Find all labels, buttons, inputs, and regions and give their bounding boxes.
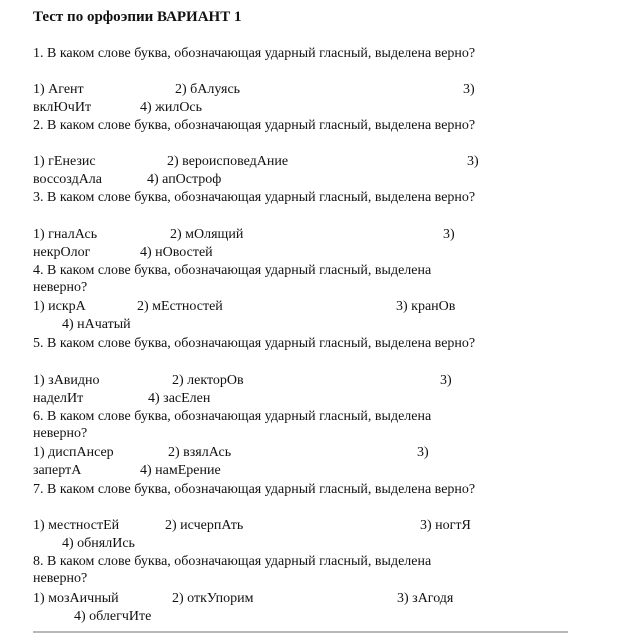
option-3: 3) (417, 445, 429, 460)
option-2: 2) бАлуясь (175, 82, 241, 97)
question-text: 2. В каком слове буква, обозначающая ударный гласный, выделена верно? (33, 118, 476, 133)
question-text: 3. В каком слове буква, обозначающая ударный гласный, выделена верно? (33, 190, 476, 205)
option-1: 1) мозАичный (33, 591, 119, 606)
option-3: 3) зАгодя (397, 591, 454, 606)
option-1: 1) Агент (33, 82, 84, 97)
option-3: 3) (463, 82, 475, 97)
option-1: 1) гЕнезис (33, 154, 96, 169)
option-1: 1) искрА (33, 299, 86, 314)
option-2: 2) вероисповедАние (167, 154, 289, 169)
option-4: 4) намЕрение (140, 463, 221, 478)
option-3: 3) (440, 373, 452, 388)
question-text: 1. В каком слове буква, обозначающая ударный гласный, выделена верно? (33, 46, 476, 61)
question-text: 7. В каком слове буква, обозначающая ударный гласный, выделена верно? (33, 482, 476, 497)
option-2: 2) мЕстностей (137, 299, 223, 314)
option-3: 3) кранОв (396, 299, 456, 314)
option-2: 2) исчерпАть (165, 518, 244, 533)
option-3: 3) (443, 227, 455, 242)
option-2: 2) лекторОв (172, 373, 244, 388)
question-text: 5. В каком слове буква, обозначающая ударный гласный, выделена верно? (33, 336, 476, 351)
question-text: 8. В каком слове буква, обозначающая ударный гласный, выделена неверно? (33, 554, 432, 586)
option-1: 1) гналАсь (33, 227, 98, 242)
option-4: 4) апОстроф (147, 172, 222, 187)
option-4: 4) обнялИсь (62, 536, 135, 551)
question-text: 4. В каком слове буква, обозначающая ударный гласный, выделена неверно? (33, 263, 432, 295)
option-3-word: наделИт (33, 391, 84, 406)
option-3-word: запертА (33, 463, 82, 478)
option-4: 4) жилОсь (140, 100, 203, 115)
option-2: 2) взялАсь (168, 445, 232, 460)
option-3: 3) (467, 154, 479, 169)
option-1: 1) зАвидно (33, 373, 100, 388)
option-4: 4) нОвостей (140, 245, 213, 260)
option-1: 1) диспАнсер (33, 445, 114, 460)
page-title: Тест по орфоэпии ВАРИАНТ 1 (33, 9, 242, 25)
option-3-word: вклЮчИт (33, 100, 92, 115)
option-2: 2) откУпорим (172, 591, 254, 606)
option-4: 4) облегчИте (74, 609, 152, 624)
option-1: 1) местностЕй (33, 518, 120, 533)
option-4: 4) засЕлен (148, 391, 211, 406)
question-text: 6. В каком слове буква, обозначающая ударный гласный, выделена неверно? (33, 409, 432, 441)
option-3-word: некрОлог (33, 245, 91, 260)
option-3-word: воссоздАла (33, 172, 103, 187)
option-3: 3) ногтЯ (420, 518, 471, 533)
option-2: 2) мОлящий (170, 227, 244, 242)
option-4: 4) нАчатый (62, 317, 131, 332)
cut-off-next-line (33, 631, 568, 633)
